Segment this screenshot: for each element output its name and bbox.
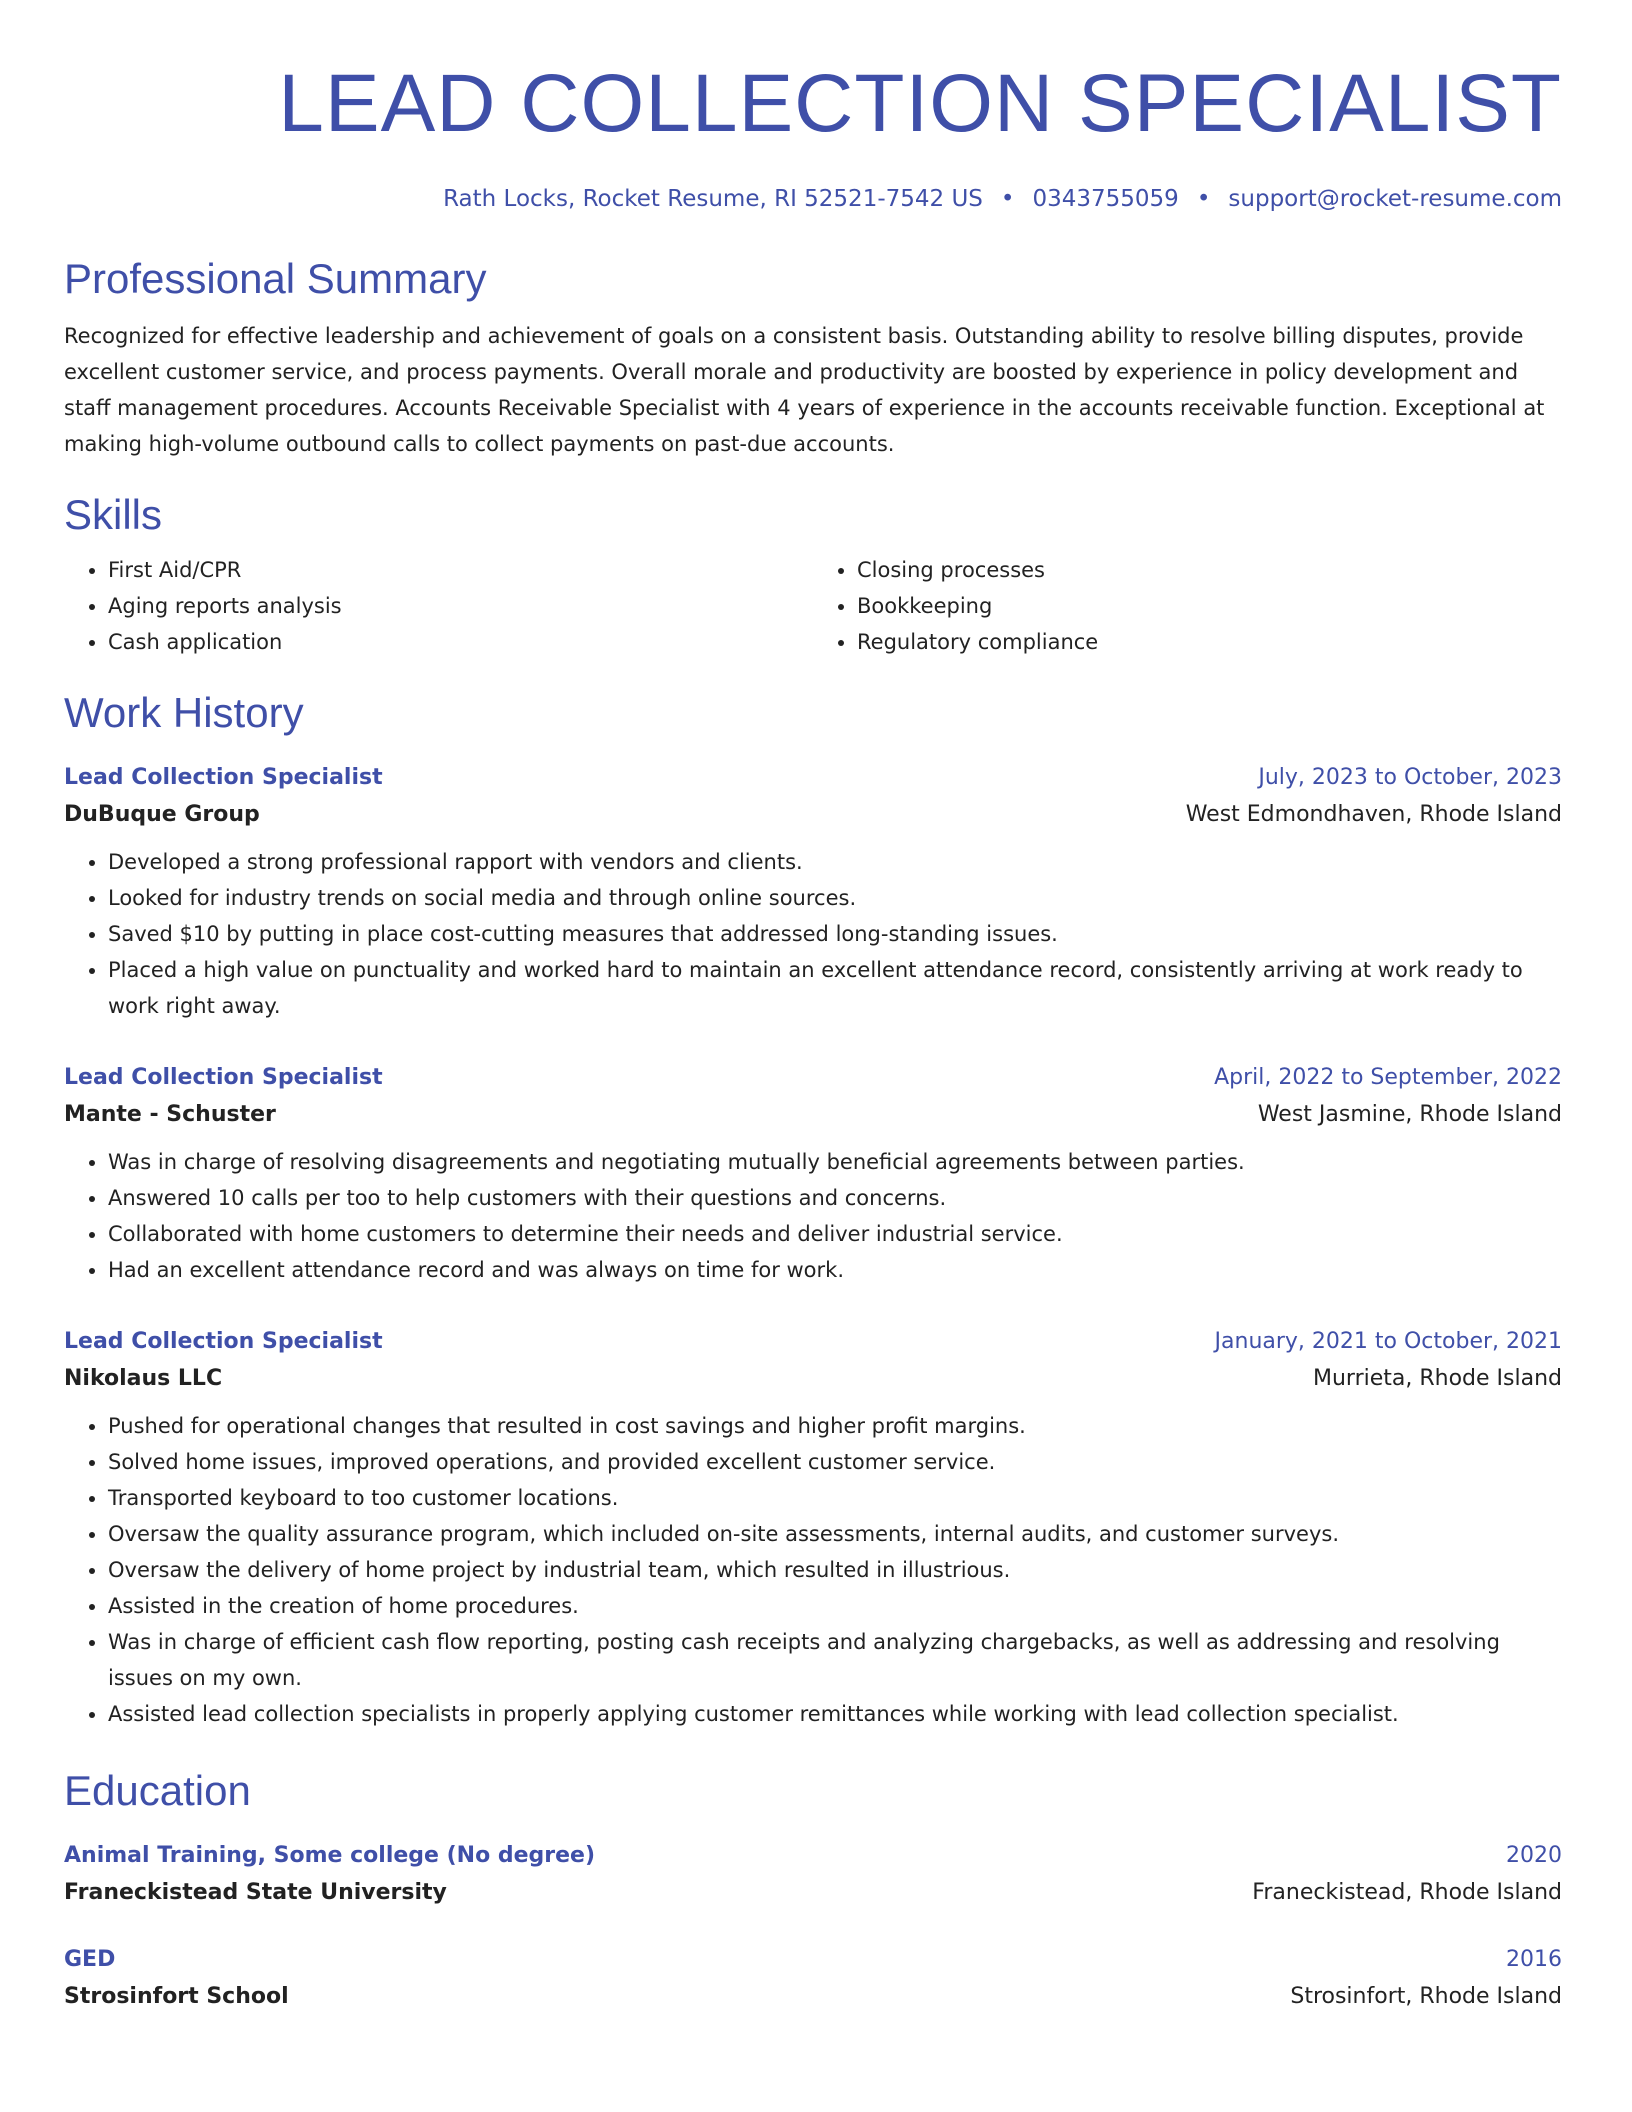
job-entry [64, 760, 1562, 1024]
job-bullet: • Assisted in the creation of home procedures. [108, 1588, 1562, 1624]
skills-list [64, 552, 1562, 660]
education-entry [64, 1838, 1562, 1912]
education-year: 2016 [1506, 1947, 1562, 1972]
education-header [64, 1942, 1562, 1978]
summary-text: Recognized for effective leadership and achievement of goals on a consistent basis. Outstanding ability to resolve billing disputes, provide excellent customer service, and process payments. Overall morale and productivity are boosted by experience in policy development and staff management procedures. Accounts Receivable Specialist with 4 years of experience in the accounts receivable function. Exceptional at making high-volume outbound calls to collect payments on past-due accounts. [64, 324, 1545, 456]
job-dates: July, 2023 to October, 2023 [1258, 765, 1562, 790]
job-role: Lead Collection Specialist [64, 1065, 383, 1090]
contact-email[interactable]: support@rocket-resume.com [1228, 186, 1562, 212]
education-entry [64, 1942, 1562, 2016]
skill-item: • First Aid/CPR [108, 552, 813, 588]
job-bullet: • Was in charge of efficient cash flow reporting, posting cash receipts and analyzing chargebacks, as well as addressing and resolving issues on my own. [108, 1624, 1562, 1696]
education-degree: GED [64, 1947, 116, 1972]
job-bullets [64, 1144, 1562, 1288]
education-subheader [64, 1978, 1562, 2016]
job-role: Lead Collection Specialist [64, 1329, 383, 1354]
education-header [64, 1838, 1562, 1874]
job-bullet: • Pushed for operational changes that resulted in cost savings and higher profit margins. [108, 1408, 1562, 1444]
job-header [64, 1060, 1562, 1096]
job-bullet: • Oversaw the delivery of home project by industrial team, which resulted in illustrious. [108, 1552, 1562, 1588]
job-entry [64, 1324, 1562, 1732]
job-bullet: • Developed a strong professional rapport with vendors and clients. [108, 844, 1562, 880]
job-bullet: • Collaborated with home customers to determine their needs and deliver industrial service. [108, 1216, 1562, 1252]
resume-page [64, 0, 1562, 2016]
education-location: Strosinfort, Rhode Island [1290, 1984, 1562, 2009]
skills-column-right [813, 552, 1562, 660]
job-subheader [64, 796, 1562, 834]
skill-item: • Cash application [108, 624, 813, 660]
job-bullets [64, 844, 1562, 1024]
job-header [64, 760, 1562, 796]
job-company: Nikolaus LLC [64, 1366, 223, 1391]
job-entry [64, 1060, 1562, 1288]
education-school: Strosinfort School [64, 1984, 289, 2009]
section-title-summary: Professional Summary [64, 255, 487, 302]
job-bullet: • Looked for industry trends on social media and through online sources. [108, 880, 1562, 916]
job-bullets [64, 1408, 1562, 1732]
section-title-work-history: Work History [64, 689, 304, 736]
section-title-skills: Skills [64, 491, 163, 538]
job-location: Murrieta, Rhode Island [1312, 1366, 1562, 1391]
contact-address: Rath Locks, Rocket Resume, RI 52521-7542 US [443, 186, 983, 212]
education-subheader [64, 1874, 1562, 1912]
job-bullet: • Transported keyboard to too customer locations. [108, 1480, 1562, 1516]
job-dates: January, 2021 to October, 2021 [1214, 1329, 1562, 1354]
job-header [64, 1324, 1562, 1360]
job-bullet: • Saved $10 by putting in place cost-cutting measures that addressed long-standing issues. [108, 916, 1562, 952]
job-dates: April, 2022 to September, 2022 [1214, 1065, 1562, 1090]
job-location: West Edmondhaven, Rhode Island [1185, 802, 1562, 827]
education-school: Franeckistead State University [64, 1880, 447, 1905]
job-company: DuBuque Group [64, 802, 260, 827]
job-subheader [64, 1096, 1562, 1134]
skill-item: • Aging reports analysis [108, 588, 813, 624]
skill-item: • Regulatory compliance [857, 624, 1562, 660]
contact-phone: 0343755059 [1032, 186, 1179, 212]
skill-item: • Bookkeeping [857, 588, 1562, 624]
job-bullet: • Had an excellent attendance record and was always on time for work. [108, 1252, 1562, 1288]
job-subheader [64, 1360, 1562, 1398]
job-bullet: • Placed a high value on punctuality and worked hard to maintain an excellent attendance record, consistently arriving at work ready to work right away. [108, 952, 1562, 1024]
contact-separator: • [1196, 186, 1211, 212]
skill-item: • Closing processes [857, 552, 1562, 588]
job-company: Mante - Schuster [64, 1102, 276, 1127]
skills-column-left [64, 552, 813, 660]
job-bullet: • Assisted lead collection specialists in properly applying customer remittances while working with lead collection specialist. [108, 1696, 1562, 1732]
job-bullet: • Was in charge of resolving disagreements and negotiating mutually beneficial agreements between parties. [108, 1144, 1562, 1180]
job-role: Lead Collection Specialist [64, 765, 383, 790]
job-bullet: • Oversaw the quality assurance program, which included on-site assessments, internal audits, and customer surveys. [108, 1516, 1562, 1552]
resume-title: LEAD COLLECTION SPECIALIST [278, 58, 1562, 149]
job-bullet: • Solved home issues, improved operations, and provided excellent customer service. [108, 1444, 1562, 1480]
education-year: 2020 [1506, 1843, 1562, 1868]
education-degree: Animal Training, Some college (No degree) [64, 1843, 596, 1868]
job-bullet: • Answered 10 calls per too to help customers with their questions and concerns. [108, 1180, 1562, 1216]
education-location: Franeckistead, Rhode Island [1252, 1880, 1562, 1905]
contact-separator: • [1000, 186, 1015, 212]
contact-line [64, 184, 1562, 214]
job-location: West Jasmine, Rhode Island [1257, 1102, 1562, 1127]
section-title-education: Education [64, 1767, 251, 1814]
